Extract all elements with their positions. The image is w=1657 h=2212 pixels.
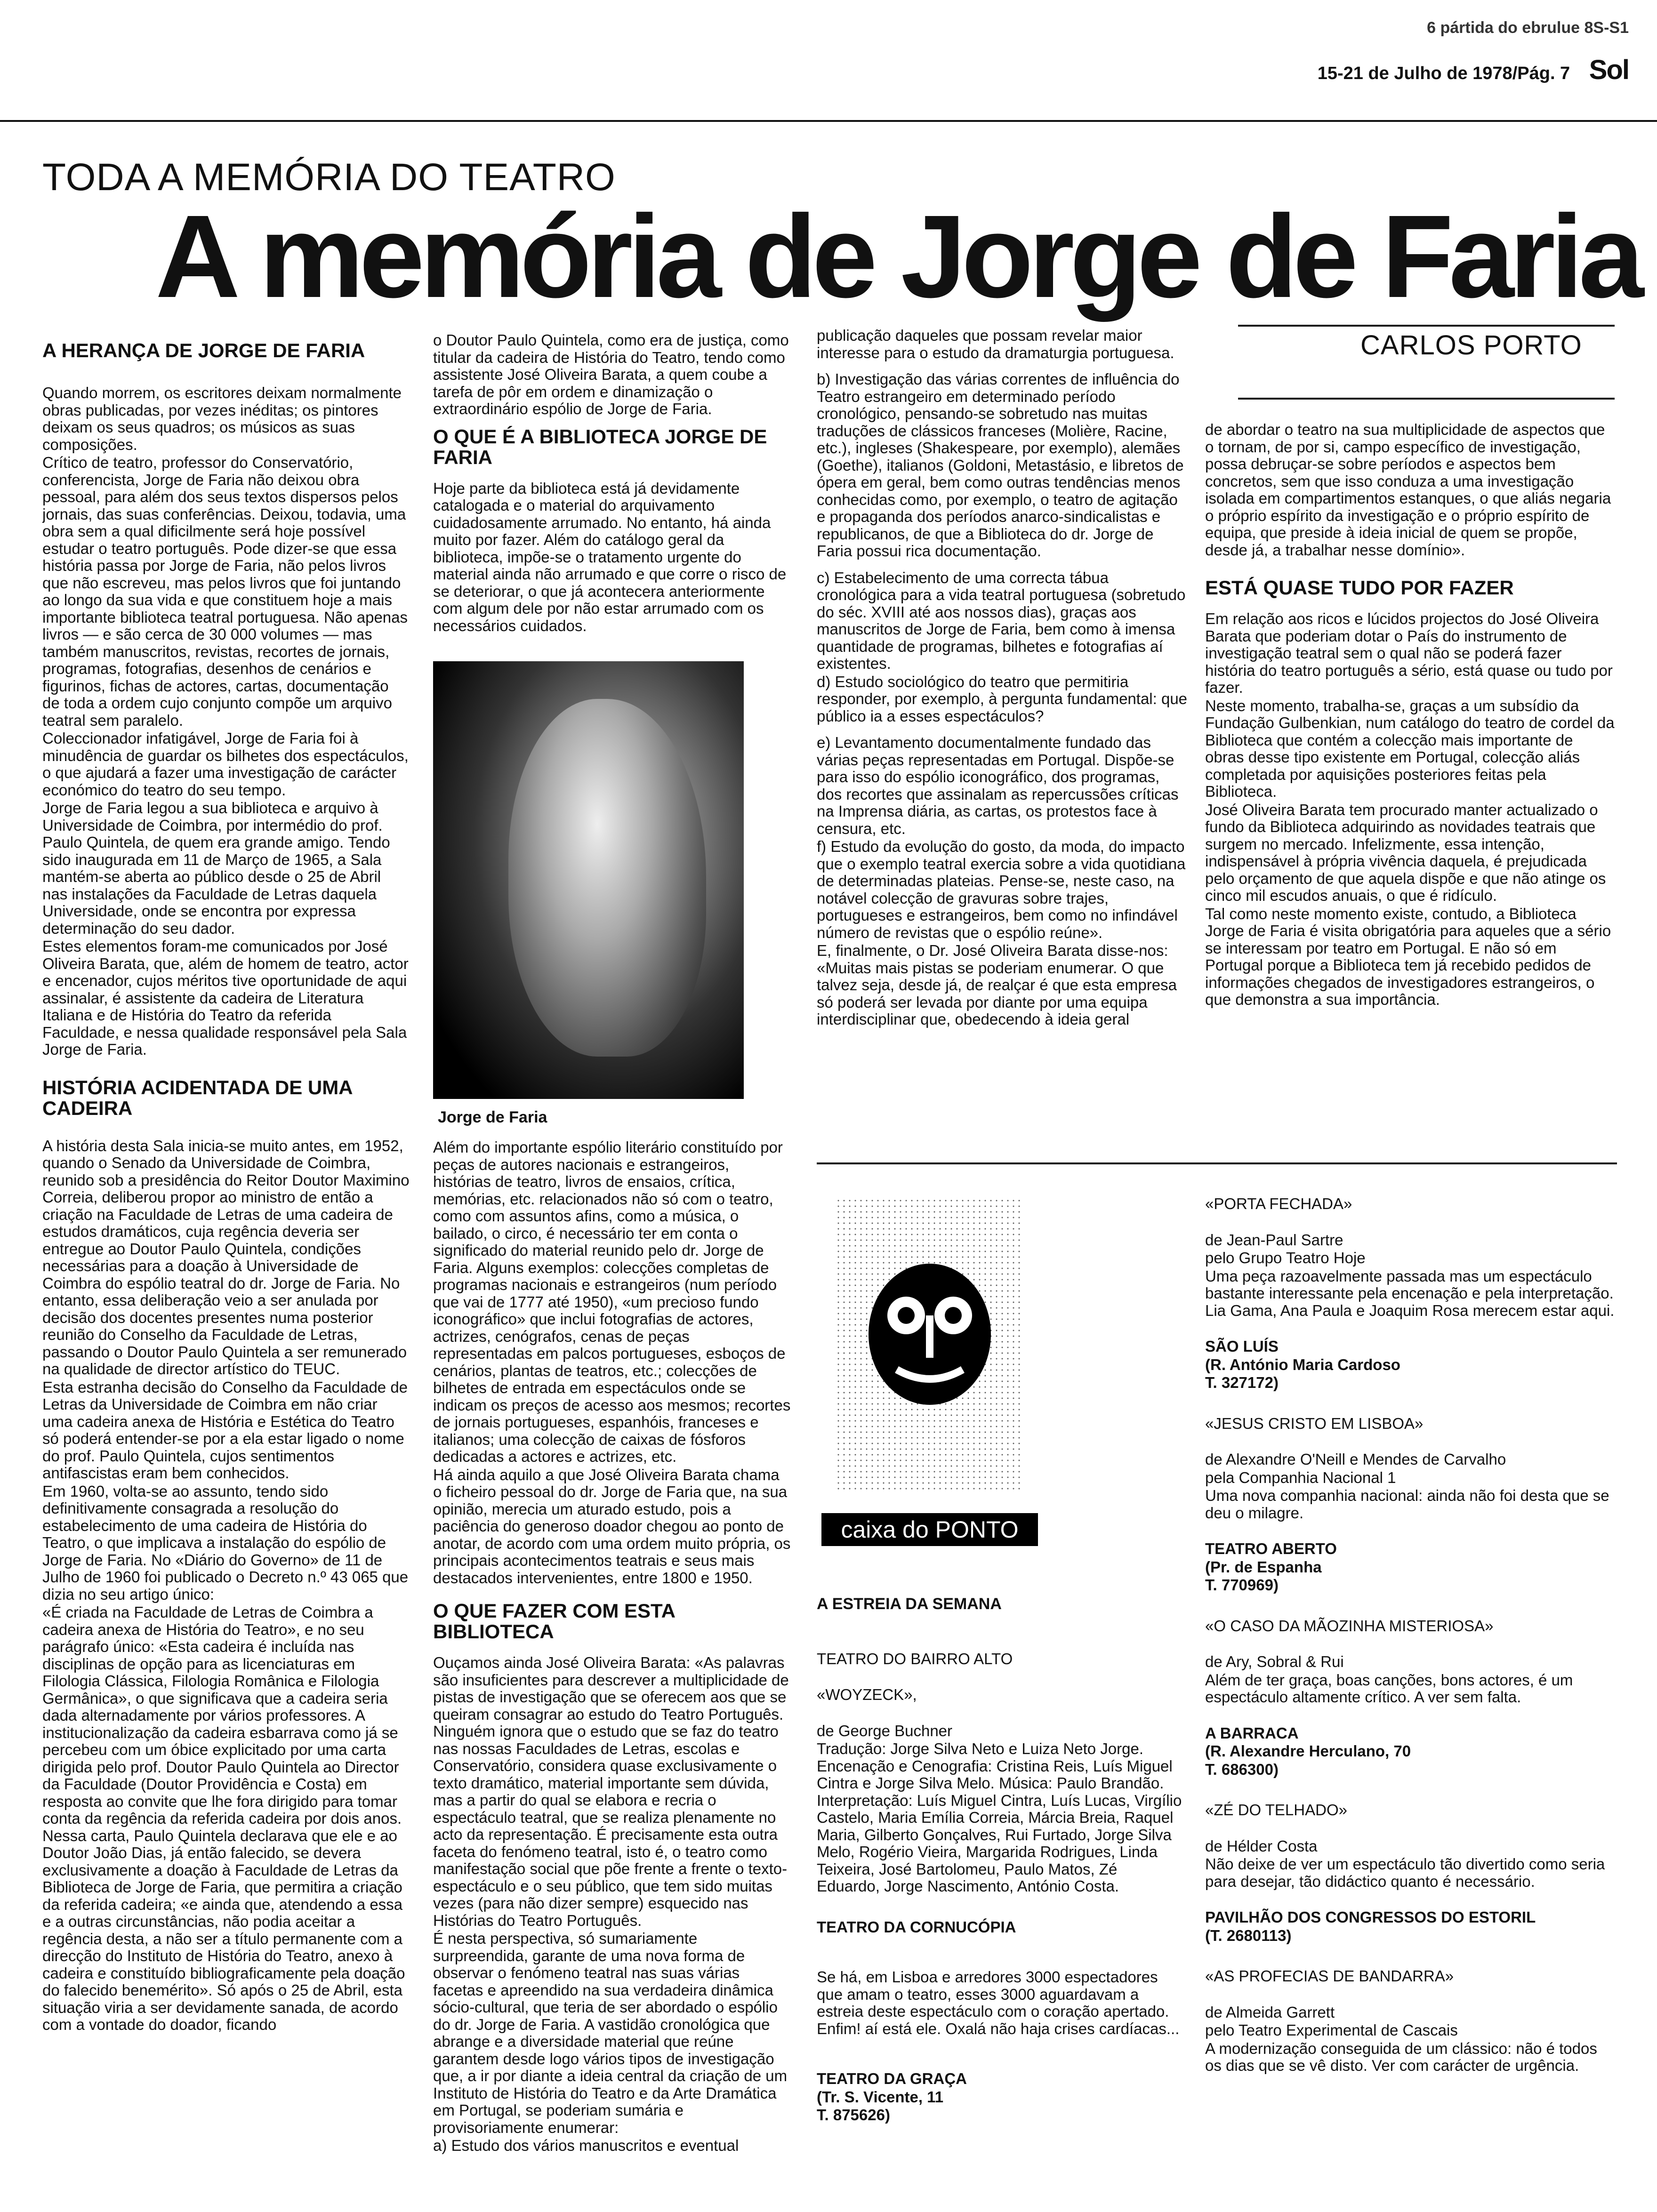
paragraph: Hoje parte da biblioteca está já devidamente catalogada e o material do arquivamento cuidadosamente arrumado. No entanto, há ainda muito por fazer. Além do catálogo geral da biblioteca, impõe-se o tratamento urgente do material ainda não arrumado e que corre o risco de se deteriorar, o que já acontecera anteriormente com algum dele por não estar arrumado com os necessários cuidados. (433, 479, 787, 634)
venue-address: (R. Alexandre Herculano, 70 (1205, 1742, 1411, 1760)
newspaper-logo: Sol (1589, 55, 1629, 85)
review-text: Se há, em Lisboa e arredores 3000 espectadores que amam o teatro, esses 3000 aguardavam a estreia deste espectáculo com o coração apertado. Enfim! aí está ele. Oxalá não haja crises cardíacas... (817, 1968, 1180, 2037)
theatre-name: TEATRO DA CORNUCÓPIA (817, 1918, 1016, 1936)
play-author: de Ary, Sobral & Rui (1205, 1653, 1344, 1670)
venue-phone: T. 875626) (817, 2106, 890, 2124)
show-through-text: 6 pártida do ebrulue 8S-S1 (1427, 19, 1629, 37)
portrait-photo (433, 661, 744, 1099)
paragraph: A história desta Sala inicia-se muito antes, em 1952, quando o Senado da Universidade de Coimbra, reunido sob a presidência do Reitor Doutor Maximino Correia, deliberou propor ao ministro de então a criação na Faculdade de Letras de uma cadeira de estudos dramáticos, cuja regência deveria ser entregue ao Doutor Paulo Quintela, condições necessárias para a doação à Universidade de Coimbra do espólio teatral do dr. Jorge de Faria. No entanto, essa deliberação veio a ser anulada por decisão dos docentes presentes numa posterior reunião do Conselho da Faculdade de Letras, passando o Doutor Paulo Quintela a ser remunerado na qualidade de director artístico do TEUC. (42, 1137, 410, 1378)
paragraph: Há ainda aquilo a que José Oliveira Barata chama o ficheiro pessoal do dr. Jorge de Faria que, na sua opinião, merecia um aturado estudo, pois a paciência do generoso doador chegou ao ponto de anotar, de acordo com uma ordem muito própria, os principais acontecimentos teatrais e seus mais destacados intervenientes, entre 1800 e 1950. (433, 1466, 791, 1587)
paragraph: Coleccionador infatigável, Jorge de Faria foi à minudência de guardar os bilhetes dos espectáculos, o que ajudará a fazer uma investigação de carácter económico do teatro do seu tempo. (42, 729, 409, 799)
caixa-label: caixa do PONTO (821, 1513, 1038, 1546)
review-text: A modernização conseguida de um clássico: não é todos os dias que se vê disto. Ver com carácter de urgência. (1205, 2039, 1597, 2074)
paragraph: Ouçamos ainda José Oliveira Barata: «As palavras são insuficientes para descrever a multiplicidade de pistas de investigação que se oferecem aos que se queiram consagrar ao estudo do Teatro Português. Ninguém ignora que o estudo que se faz do teatro nas nossas Faculdades de Letras, escolas e Conservatório, considera quase exclusivamente o texto dramático, material importante sem dúvida, mas a partir do qual se elabora e recria o espectáculo teatral, que se realiza plenamente no acto da representação. É precisamente esta outra faceta do fenómeno teatral, isto é, o teatro como manifestação social que põe frente a frente o texto-espectáculo e o seu público, que tem sido muitas vezes (para não dizer sempre) esquecido nas Histórias do Teatro Português. (433, 1654, 789, 1929)
portrait-face (508, 699, 706, 1057)
venue-name: SÃO LUÍS (1205, 1338, 1279, 1355)
column-4 (1205, 421, 1615, 1146)
play-title: «AS PROFECIAS DE BANDARRA» (1205, 1967, 1454, 1985)
subhead-biblioteca: O QUE É A BIBLIOTECA JORGE DE FARIA (433, 425, 767, 468)
venue-address: (Pr. de Espanha (1205, 1558, 1322, 1576)
venue-phone: T. 327172) (1205, 1374, 1279, 1391)
play-title: «O CASO DA MÃOZINHA MISTERIOSA» (1205, 1617, 1494, 1635)
paragraph: «É criada na Faculdade de Letras de Coimbra a cadeira anexa de História do Teatro», e no seu parágrafo único: «Esta cadeira é incluída nas disciplinas de opção para as licenciaturas em Filologia Clássica, Filologia Românica e Filologia Germânica», o que significava que a cadeira seria dada alternadamente por vários professores. A institucionalização da cadeira esbarrava como já se percebeu com um óbice explicitado por uma carta dirigida pelo prof. Doutor Paulo Quintela ao Director da Faculdade (Doutor Providência e Costa) em resposta ao convite que lhe fora dirigido para tomar conta da regência da referida cadeira por dois anos. Nessa carta, Paulo Quintela declarava que ele e ao Doutor João Dias, já então falecido, se devera exclusivamente a doação à Faculdade de Letras da Biblioteca de Jorge de Faria, que permitira a criação da referida cadeira; «e ainda que, atendendo a essa e a outras circunstâncias, não podia aceitar a regência desta, a não ser a título permanente com a direcção do Instituto de História do Teatro, anexo à cadeira e constituído bibliograficamente pela doação do falecido benemérito». Só após o 25 de Abril, esta situação viria a ser devidamente sanada, de acordo com a vontade do doador, ficando (42, 1603, 405, 2033)
paragraph: Jorge de Faria legou a sua biblioteca e arquivo à Universidade de Coimbra, por intermédio do prof. Paulo Quintela, de quem era grande amigo. Tendo sido inaugurada em 11 de Março de 1965, a Sala mantém-se aberta ao público desde o 25 de Abril nas instalações da Faculdade de Letras daquela Universidade, onde se encontra por expressa determinação do seu dador. (42, 799, 390, 937)
paragraph: Neste momento, trabalha-se, graças a um subsídio da Fundação Gulbenkian, num catálogo do teatro de cordel da Biblioteca que contém a colecção mais importante de obras desse tipo existente em Portugal, colecção aliás completada por aquisições posteriores feitas pela Biblioteca. (1205, 697, 1615, 800)
paragraph: Em relação aos ricos e lúcidos projectos do José Oliveira Barata que poderiam dotar o País do instrumento de investigação teatral sem o qual não se poderá fazer história do teatro português a sério, está quase ou tudo por fazer. (1205, 610, 1613, 696)
play-author: de Hélder Costa (1205, 1837, 1318, 1855)
top-rule (0, 120, 1657, 122)
paragraph: Esta estranha decisão do Conselho da Faculdade de Letras da Universidade de Coimbra em não criar uma cadeira anexa de História e Estética do Teatro só poderá entender-se por a ela estar ligado o nome do prof. Paulo Quintela, cujos sentimentos antifascistas eram bem conhecidos. (42, 1378, 408, 1482)
subhead-quase-tudo: ESTÁ QUASE TUDO POR FAZER (1205, 577, 1514, 599)
column-1 (42, 332, 410, 2196)
review-text: Não deixe de ver um espectáculo tão divertido como seria para desejar, tão didáctico quanto é necessário. (1205, 1855, 1605, 1890)
paragraph: Em 1960, volta-se ao assunto, tendo sido definitivamente consagrada a resolução do estabelecimento de uma cadeira de História do Teatro, o que implicava a instalação do espólio de Jorge de Faria. No «Diário do Governo» de 11 de Julho de 1960 foi publicado o Decreto n.º 43 065 que dizia no seu artigo único: (42, 1482, 409, 1603)
review-text: Além de ter graça, boas canções, bons actores, é um espectáculo altamente crítico. A ver sem falta. (1205, 1671, 1573, 1706)
paragraph: É nesta perspectiva, só sumariamente surpreendida, garante de uma nova forma de observar o fenómeno teatral nas suas várias facetas e apreendido na sua verdadeira dinâmica sócio-cultural, que teria de ser abordado o espólio do dr. Jorge de Faria. A vastidão cronológica que abrange e a diversidade material que reúne garantem desde logo vários tipos de investigação que, a ir por diante a ideia central da criação de um Instituto de História do Teatro e da Arte Dramática em Portugal, se poderiam sumária e provisoriamente enumerar: (433, 1930, 788, 2136)
play-author: de George Buchner (817, 1722, 953, 1739)
photo-caption: Jorge de Faria (438, 1108, 547, 1126)
paragraph: c) Estabelecimento de uma correcta tábua cronológica para a vida teatral portuguesa (sobretudo do séc. XVIII até aos nossos dias), graças aos manuscritos de Jorge de Faria, bem como à imensa quantidade de programas, bilhetes e fotografias aí existentes. (817, 569, 1186, 672)
caixa-rule (817, 1162, 1617, 1164)
venue-address: (R. António Maria Cardoso (1205, 1355, 1400, 1373)
paragraph: b) Investigação das várias correntes de influência do Teatro estrangeiro em determinado período cronológico, pensando-se sobretudo nas muitas traduções de clássicos franceses (Molière, Racine, etc.), ingleses (Shakespeare, por exemplo), alemães (Goethe), italianos (Goldoni, Metastásio, e libretos de ópera em geral, bem como outras tendências menos conhecidas como, por exemplo, o teatro de agitação e propaganda dos períodos anarco-sindicalistas e republicanos, de que a Biblioteca do dr. Jorge de Faria possui rica documentação. (817, 370, 1184, 560)
play-group: pela Companhia Nacional 1 (1205, 1468, 1396, 1486)
kicker: TODA A MEMÓRIA DO TEATRO (42, 156, 616, 199)
theatre-name: TEATRO DO BAIRRO ALTO (817, 1650, 1013, 1667)
subhead-o-que-fazer: O QUE FAZER COM ESTA BIBLIOTECA (433, 1600, 675, 1643)
paragraph: a) Estudo dos vários manuscritos e eventual (433, 2137, 739, 2154)
paragraph: de abordar o teatro na sua multiplicidade de aspectos que o tornam, de por si, campo específico de investigação, possa debruçar-se sobre períodos e aspectos bem concretos, sem que isso conduza a uma investigação isolada em compartimentos estanques, o que aliás negaria o próprio espírito da investigação e o próprio espírito de equipa, que preside à ideia inicial de quem se propõe, desde já, a trabalhar nesse domínio». (1205, 421, 1611, 559)
venue-name: TEATRO ABERTO (1205, 1540, 1337, 1557)
caixa-left (817, 1595, 1184, 2203)
play-group: pelo Grupo Teatro Hoje (1205, 1249, 1366, 1266)
column-2-bottom (433, 1139, 791, 2198)
byline-rule-bottom (1238, 398, 1615, 400)
venue-phone: (T. 2680113) (1205, 1926, 1292, 1944)
column-3 (817, 327, 1189, 1146)
play-title: «PORTA FECHADA» (1205, 1195, 1352, 1212)
paragraph: f) Estudo da evolução do gosto, da moda, do impacto que o exemplo teatral exercia sobre a vida quotidiana de determinadas plateias. Pense-se, neste caso, na notável colecção de gravuras sobre trajes, portugueses e estrangeiros, bem como no infindável número de revistas que o espólio reúne». (817, 838, 1186, 941)
venue-phone: T. 770969) (1205, 1576, 1279, 1594)
play-credits: Tradução: Jorge Silva Neto e Luiza Neto Jorge. Encenação e Cenografia: Cristina Reis, Luís Miguel Cintra e Jorge Silva Melo. Música: Paulo Brandão. Interpretação: Luís Miguel Cintra, Luís Lucas, Virgílio Castelo, Maria Emília Correia, Márcia Breia, Raquel Maria, Gilberto Gonçalves, Rui Furtado, Jorge Silva Melo, Rogério Vieira, Margarida Rodrigues, Linda Teixeira, José Bartolomeu, Paulo Matos, Zé Eduardo, Jorge Nascimento, António Costa. (817, 1740, 1182, 1895)
play-title: «WOYZECK», (817, 1686, 917, 1703)
estreia-title: A ESTREIA DA SEMANA (817, 1595, 1002, 1613)
review-text: Uma nova companhia nacional: ainda não foi desta que se deu o milagre. (1205, 1487, 1609, 1522)
paragraph: Além do importante espólio literário constituído por peças de autores nacionais e estrangeiros, histórias de teatro, livros de ensaios, crítica, memórias, etc. relacionados não só com o teatro, como com assuntos afins, como a música, o bailado, o circo, é necessário ter em conta o significado do material reunido pelo dr. Jorge de Faria. Alguns exemplos: colecções completas de programas nacionais e estrangeiros (num período que vai de 1777 até 1950), «um precioso fundo iconográfico» que inclui fotografias de actores, actrizes, cenógrafos, cenas de peças representadas em palcos portugueses, esboços de cenários, plantas de teatros, etc.; colecções de bilhetes de entrada em espectáculos onde se indicam os preços de acesso aos mesmos; recortes de jornais portugueses, espanhóis, franceses e italianos; uma colecção de caixas de fósforos dedicadas a actores e actrizes, etc. (433, 1139, 791, 1465)
venue-address: (Tr. S. Vicente, 11 (817, 2088, 944, 2106)
play-group: pelo Teatro Experimental de Cascais (1205, 2021, 1458, 2039)
paragraph: o Doutor Paulo Quintela, como era de justiça, como titular da cadeira de História do Teatro, tendo como assistente José Oliveira Barata, a quem coube a tarefa de pôr em ordem e dinamização o extraordinário espólio de Jorge de Faria. (433, 332, 789, 417)
subhead-historia: HISTÓRIA ACIDENTADA DE UMA CADEIRA (42, 1076, 352, 1119)
subhead-heranca: A HERANÇA DE JORGE DE FARIA (42, 339, 365, 361)
play-title: «JESUS CRISTO EM LISBOA» (1205, 1414, 1424, 1432)
byline-rule-top (1238, 325, 1615, 327)
paragraph: E, finalmente, o Dr. José Oliveira Barata disse-nos: «Muitas mais pistas se poderiam enumerar. O que talvez seja, desde já, de realçar é que esta empresa só poderá ser levada por diante por uma equipa interdisciplinar que, obedecendo à ideia geral (817, 942, 1177, 1028)
venue-name: PAVILHÃO DOS CONGRESSOS DO ESTORIL (1205, 1908, 1536, 1926)
play-author: de Jean-Paul Sartre (1205, 1231, 1343, 1249)
paragraph: d) Estudo sociológico do teatro que permitiria responder, por exemplo, à pergunta fundamental: que público ia a esses espectáculos? (817, 673, 1188, 725)
venue-name: TEATRO DA GRAÇA (817, 2070, 967, 2087)
venue-name: A BARRACA (1205, 1724, 1299, 1742)
play-author: de Alexandre O'Neill e Mendes de Carvalho (1205, 1451, 1506, 1468)
page-folio (1318, 19, 1629, 86)
paragraph: Tal como neste momento existe, contudo, a Biblioteca Jorge de Faria é visita obrigatória para aqueles que a sério se interessam por teatro em Portugal. E não só em Portugal porque a Biblioteca tem já recebido pedidos de informações chegados de investigadores estrangeiros, o que demonstra a sua importância. (1205, 905, 1611, 1008)
venue-phone: T. 686300) (1205, 1760, 1279, 1778)
caixa-logo (817, 1188, 1043, 1546)
paragraph: José Oliveira Barata tem procurado manter actualizado o fundo da Biblioteca adquirindo as novidades teatrais que surgem no mercado. Infelizmente, essa intenção, indispensável à própria vivência daquela, é prejudicada pelo orçamento de que aquela dispõe e que não atinge os cinco mil escudos anuais, o que é ridículo. (1205, 801, 1606, 904)
play-title: «ZÉ DO TELHADO» (1205, 1801, 1347, 1819)
column-2-top (433, 332, 791, 652)
review-text: Uma peça razoavelmente passada mas um espectáculo bastante interessante pela encenação e pela interpretação. Lia Gama, Ana Paula e Joaquim Rosa merecem estar aqui. (1205, 1267, 1615, 1319)
paragraph: e) Levantamento documentalmente fundado das várias peças representadas em Portugal. Dispõe-se para isso do espólio iconográfico, dos programas, dos recortes que assinalam as repercussões críticas na Imprensa diária, as cartas, os protestos face à censura, etc. (817, 734, 1179, 837)
byline: CARLOS PORTO (1360, 330, 1582, 361)
face-logo-icon (869, 1264, 991, 1405)
caixa-right (1205, 1195, 1615, 2203)
headline: A memória de Jorge de Faria (155, 191, 1640, 322)
paragraph: Crítico de teatro, professor do Conservatório, conferencista, Jorge de Faria não deixou obra pessoal, para além dos seus textos dispersos pelos jornais, das suas conferências. Deixou, todavia, uma obra sem a qual dificilmente será hoje possível estudar o teatro português. Pode dizer-se que essa história passa por Jorge de Faria, não pelos livros que não escreveu, mas pelos livros que foi juntando ao longo da sua vida e que constituem hoje a mais importante biblioteca teatral portuguesa. Não apenas livros — e são cerca de 30 000 volumes — mas também manuscritos, revistas, recortes de jornais, programas, fotografias, desenhos de cenários e figurinos, fichas de actores, cartas, documentação de toda a ordem cujo conjunto compõe um arquivo teatral sem paralelo. (42, 454, 408, 729)
paragraph: publicação daqueles que possam revelar maior interesse para o estudo da dramaturgia portuguesa. (817, 327, 1174, 361)
paragraph: Quando morrem, os escritores deixam normalmente obras publicadas, por vezes inéditas; os pintores deixam os seus quadros; os músicos as suas composições. (42, 384, 402, 453)
play-author: de Almeida Garrett (1205, 2003, 1335, 2021)
paragraph: Estes elementos foram-me comunicados por José Oliveira Barata, que, além de homem de teatro, actor e encenador, cujos méritos tive oportunidade de aqui assinalar, é assistente da cadeira de Literatura Italiana e de História do Teatro da referida Faculdade, e nessa qualidade responsável pela Sala Jorge de Faria. (42, 938, 409, 1058)
date-page: 15-21 de Julho de 1978/Pág. 7 (1317, 64, 1570, 83)
